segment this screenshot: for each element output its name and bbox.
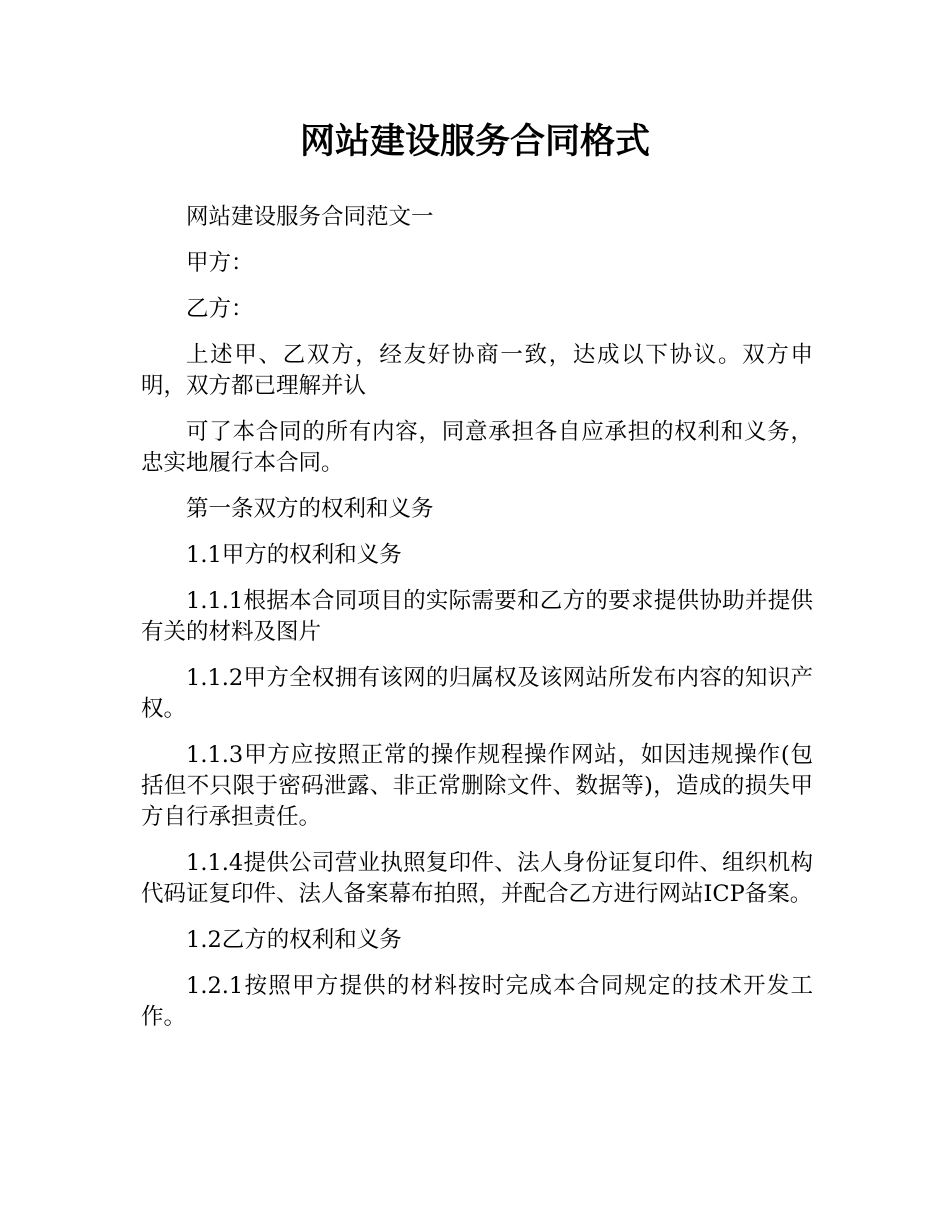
- paragraph: 1.1甲方的权利和义务: [186, 542, 402, 568]
- paragraph: 1.2.1按照甲方提供的材料按时完成本合同规定的技术开发工作。: [141, 973, 813, 1030]
- paragraph: 1.1.2甲方全权拥有该网的归属权及该网站所发布内容的知识产权。: [141, 665, 813, 722]
- document-body: [141, 202, 813, 1048]
- paragraph: 上述甲、乙双方，经友好协商一致，达成以下协议。双方申明，双方都已理解并认: [141, 342, 813, 399]
- paragraph: 网站建设服务合同范文一: [186, 204, 434, 230]
- paragraph: 1.1.1根据本合同项目的实际需要和乙方的要求提供协助并提供有关的材料及图片: [141, 588, 813, 645]
- document-title: 网站建设服务合同格式: [299, 122, 650, 162]
- paragraph: 第一条双方的权利和义务: [186, 496, 434, 522]
- paragraph: 1.1.4提供公司营业执照复印件、法人身份证复印件、组织机构代码证复印件、法人备案幕布拍照，并配合乙方进行网站ICP备案。: [141, 850, 813, 907]
- paragraph: 可了本合同的所有内容，同意承担各自应承担的权利和义务，忠实地履行本合同。: [141, 419, 813, 476]
- paragraph: 乙方：: [186, 296, 254, 322]
- paragraph: 1.2乙方的权利和义务: [186, 927, 402, 953]
- paragraph: 甲方：: [186, 250, 254, 276]
- paragraph: 1.1.3甲方应按照正常的操作规程操作网站，如因违规操作(包括但不只限于密码泄露、非正常删除文件、数据等)，造成的损失甲方自行承担责任。: [141, 742, 813, 830]
